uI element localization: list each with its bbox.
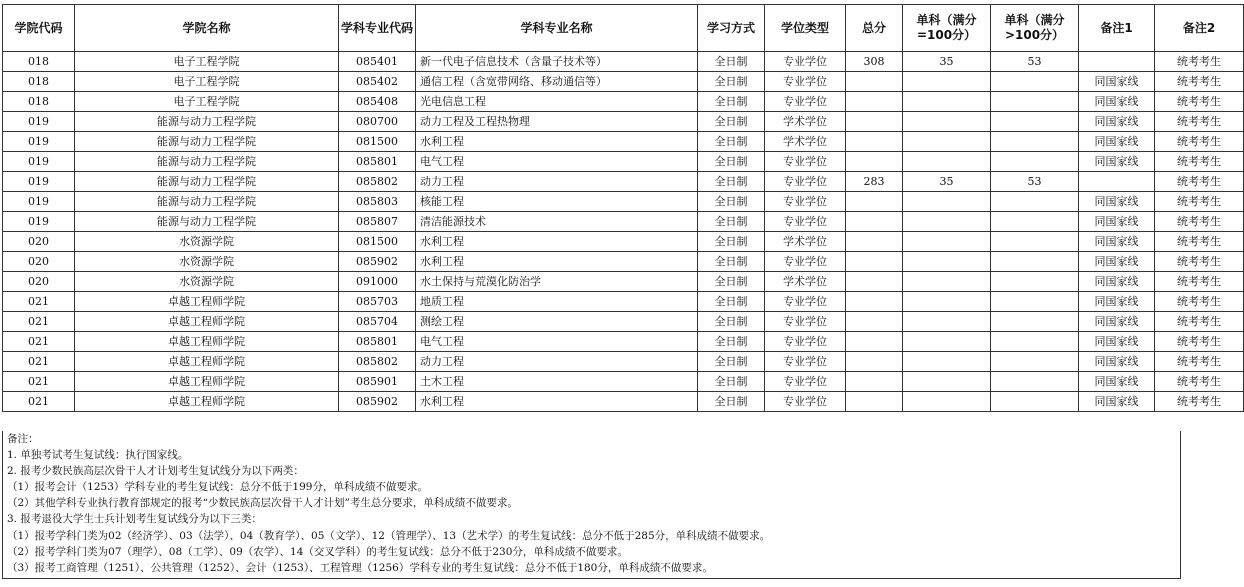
college-code-cell: 019 bbox=[3, 192, 75, 212]
major-code-cell: 085901 bbox=[339, 372, 416, 392]
study-mode-cell: 全日制 bbox=[698, 152, 765, 172]
study-mode-cell: 全日制 bbox=[698, 92, 765, 112]
college-name-cell: 电子工程学院 bbox=[75, 92, 339, 112]
college-code-cell: 020 bbox=[3, 252, 75, 272]
score-table bbox=[2, 4, 1244, 412]
study-mode-cell: 全日制 bbox=[698, 172, 765, 192]
remark-2-cell: 统考考生 bbox=[1155, 212, 1244, 232]
single-over-100-cell bbox=[991, 392, 1079, 412]
table-row bbox=[3, 172, 1244, 192]
single-100-cell bbox=[903, 72, 991, 92]
remark-2-cell: 统考考生 bbox=[1155, 292, 1244, 312]
note-line: （3）报考工商管理（1251）、公共管理（1252）、会计（1253）、工程管理（1256）学科专业的考生复试线：总分不低于180分，单科成绩不做要求。 bbox=[7, 561, 713, 574]
study-mode-cell: 全日制 bbox=[698, 292, 765, 312]
single-over-100-cell bbox=[991, 192, 1079, 212]
single-over-100-cell bbox=[991, 272, 1079, 292]
study-mode-cell: 全日制 bbox=[698, 372, 765, 392]
degree-type-cell: 专业学位 bbox=[765, 172, 846, 192]
college-code-cell: 018 bbox=[3, 52, 75, 72]
major-name-cell: 水利工程 bbox=[416, 232, 698, 252]
header-college-name: 学院名称 bbox=[75, 5, 339, 52]
remark-1-cell: 同国家线 bbox=[1079, 212, 1155, 232]
header-degree-type: 学位类型 bbox=[765, 5, 846, 52]
table-row bbox=[3, 112, 1244, 132]
header-total-score: 总分 bbox=[846, 5, 903, 52]
major-code-cell: 085802 bbox=[339, 172, 416, 192]
major-code-cell: 081500 bbox=[339, 232, 416, 252]
major-name-cell: 电气工程 bbox=[416, 332, 698, 352]
single-100-cell bbox=[903, 372, 991, 392]
note-line: （1）报考学科门类为02（经济学）、03（法学）、04（教育学）、05（文学）、12（管理学）、13（艺术学）的考生复试线：总分不低于285分，单科成绩不做要求。 bbox=[7, 529, 771, 542]
degree-type-cell: 专业学位 bbox=[765, 72, 846, 92]
single-100-cell bbox=[903, 312, 991, 332]
remark-1-cell: 同国家线 bbox=[1079, 72, 1155, 92]
single-over-100-cell bbox=[991, 372, 1079, 392]
single-100-cell bbox=[903, 152, 991, 172]
remark-1-cell: 同国家线 bbox=[1079, 272, 1155, 292]
total-score-cell bbox=[846, 332, 903, 352]
major-name-cell: 电气工程 bbox=[416, 152, 698, 172]
table-row bbox=[3, 332, 1244, 352]
college-code-cell: 018 bbox=[3, 92, 75, 112]
degree-type-cell: 专业学位 bbox=[765, 312, 846, 332]
total-score-cell bbox=[846, 312, 903, 332]
major-code-cell: 080700 bbox=[339, 112, 416, 132]
college-code-cell: 018 bbox=[3, 72, 75, 92]
total-score-cell bbox=[846, 252, 903, 272]
college-name-cell: 水资源学院 bbox=[75, 232, 339, 252]
total-score-cell bbox=[846, 72, 903, 92]
college-name-cell: 能源与动力工程学院 bbox=[75, 212, 339, 232]
remark-1-cell: 同国家线 bbox=[1079, 92, 1155, 112]
college-name-cell: 卓越工程师学院 bbox=[75, 332, 339, 352]
table-row bbox=[3, 252, 1244, 272]
degree-type-cell: 专业学位 bbox=[765, 292, 846, 312]
remark-1-cell: 同国家线 bbox=[1079, 192, 1155, 212]
table-row bbox=[3, 352, 1244, 372]
note-line: 2. 报考少数民族高层次骨干人才计划考生复试线分为以下两类： bbox=[7, 465, 304, 478]
college-code-cell: 021 bbox=[3, 392, 75, 412]
remark-1-cell: 同国家线 bbox=[1079, 252, 1155, 272]
degree-type-cell: 专业学位 bbox=[765, 372, 846, 392]
total-score-cell bbox=[846, 92, 903, 112]
single-100-cell: 35 bbox=[903, 52, 991, 72]
header-major-code: 学科专业代码 bbox=[339, 5, 416, 52]
single-over-100-cell: 53 bbox=[991, 172, 1079, 192]
degree-type-cell: 学术学位 bbox=[765, 232, 846, 252]
remark-1-cell: 同国家线 bbox=[1079, 312, 1155, 332]
major-name-cell: 地质工程 bbox=[416, 292, 698, 312]
single-over-100-cell bbox=[991, 332, 1079, 352]
degree-type-cell: 学术学位 bbox=[765, 272, 846, 292]
study-mode-cell: 全日制 bbox=[698, 192, 765, 212]
header-remark-1: 备注1 bbox=[1079, 5, 1155, 52]
single-over-100-cell bbox=[991, 292, 1079, 312]
college-code-cell: 019 bbox=[3, 212, 75, 232]
single-100-cell bbox=[903, 252, 991, 272]
major-name-cell: 动力工程 bbox=[416, 172, 698, 192]
major-name-cell: 水利工程 bbox=[416, 392, 698, 412]
degree-type-cell: 专业学位 bbox=[765, 352, 846, 372]
header-row bbox=[3, 5, 1244, 52]
total-score-cell bbox=[846, 372, 903, 392]
degree-type-cell: 专业学位 bbox=[765, 52, 846, 72]
remark-2-cell: 统考考生 bbox=[1155, 232, 1244, 252]
degree-type-cell: 专业学位 bbox=[765, 392, 846, 412]
remark-1-cell: 同国家线 bbox=[1079, 132, 1155, 152]
remark-1-cell: 同国家线 bbox=[1079, 332, 1155, 352]
degree-type-cell: 专业学位 bbox=[765, 332, 846, 352]
college-name-cell: 卓越工程师学院 bbox=[75, 312, 339, 332]
table-row bbox=[3, 132, 1244, 152]
remark-2-cell: 统考考生 bbox=[1155, 72, 1244, 92]
remark-1-cell bbox=[1079, 172, 1155, 192]
major-name-cell: 水利工程 bbox=[416, 252, 698, 272]
remark-2-cell: 统考考生 bbox=[1155, 112, 1244, 132]
table-row bbox=[3, 392, 1244, 412]
table-row bbox=[3, 372, 1244, 392]
single-100-cell bbox=[903, 192, 991, 212]
college-name-cell: 卓越工程师学院 bbox=[75, 352, 339, 372]
remark-2-cell: 统考考生 bbox=[1155, 392, 1244, 412]
remark-2-cell: 统考考生 bbox=[1155, 272, 1244, 292]
note-line: （2）其他学科专业执行教育部规定的报考“少数民族高层次骨干人才计划”考生总分要求，单科成绩不做要求。 bbox=[7, 497, 518, 510]
major-name-cell: 测绘工程 bbox=[416, 312, 698, 332]
single-over-100-cell bbox=[991, 312, 1079, 332]
degree-type-cell: 学术学位 bbox=[765, 112, 846, 132]
remark-1-cell: 同国家线 bbox=[1079, 232, 1155, 252]
single-over-100-cell: 53 bbox=[991, 52, 1079, 72]
major-name-cell: 土木工程 bbox=[416, 372, 698, 392]
remark-1-cell: 同国家线 bbox=[1079, 372, 1155, 392]
remark-2-cell: 统考考生 bbox=[1155, 372, 1244, 392]
major-code-cell: 085801 bbox=[339, 152, 416, 172]
college-name-cell: 电子工程学院 bbox=[75, 52, 339, 72]
study-mode-cell: 全日制 bbox=[698, 112, 765, 132]
single-100-cell bbox=[903, 132, 991, 152]
degree-type-cell: 专业学位 bbox=[765, 92, 846, 112]
single-over-100-cell bbox=[991, 252, 1079, 272]
note-line: （1）报考会计（1253）学科专业的考生复试线：总分不低于199分，单科成绩不做要求。 bbox=[7, 481, 428, 494]
table-row bbox=[3, 272, 1244, 292]
study-mode-cell: 全日制 bbox=[698, 232, 765, 252]
college-code-cell: 019 bbox=[3, 172, 75, 192]
remark-1-cell: 同国家线 bbox=[1079, 112, 1155, 132]
remark-2-cell: 统考考生 bbox=[1155, 312, 1244, 332]
college-name-cell: 水资源学院 bbox=[75, 272, 339, 292]
table-row bbox=[3, 52, 1244, 72]
study-mode-cell: 全日制 bbox=[698, 132, 765, 152]
single-100-cell bbox=[903, 92, 991, 112]
single-100-cell bbox=[903, 112, 991, 132]
degree-type-cell: 专业学位 bbox=[765, 152, 846, 172]
table-row bbox=[3, 72, 1244, 92]
single-over-100-cell bbox=[991, 132, 1079, 152]
major-code-cell: 085902 bbox=[339, 392, 416, 412]
note-line: 3. 报考退役大学生士兵计划考生复试线分为以下三类： bbox=[7, 513, 262, 526]
study-mode-cell: 全日制 bbox=[698, 252, 765, 272]
study-mode-cell: 全日制 bbox=[698, 332, 765, 352]
single-100-cell bbox=[903, 232, 991, 252]
remark-2-cell: 统考考生 bbox=[1155, 252, 1244, 272]
major-code-cell: 085802 bbox=[339, 352, 416, 372]
major-name-cell: 光电信息工程 bbox=[416, 92, 698, 112]
college-name-cell: 卓越工程师学院 bbox=[75, 292, 339, 312]
remark-2-cell: 统考考生 bbox=[1155, 152, 1244, 172]
remark-2-cell: 统考考生 bbox=[1155, 132, 1244, 152]
remark-2-cell: 统考考生 bbox=[1155, 352, 1244, 372]
header-single-over-100: 单科（满分>100分） bbox=[991, 5, 1079, 52]
study-mode-cell: 全日制 bbox=[698, 212, 765, 232]
major-code-cell: 085803 bbox=[339, 192, 416, 212]
college-code-cell: 019 bbox=[3, 132, 75, 152]
remark-1-cell: 同国家线 bbox=[1079, 352, 1155, 372]
remark-2-cell: 统考考生 bbox=[1155, 92, 1244, 112]
total-score-cell: 308 bbox=[846, 52, 903, 72]
major-code-cell: 085801 bbox=[339, 332, 416, 352]
total-score-cell bbox=[846, 192, 903, 212]
major-name-cell: 动力工程 bbox=[416, 352, 698, 372]
total-score-cell bbox=[846, 292, 903, 312]
major-code-cell: 085902 bbox=[339, 252, 416, 272]
major-name-cell: 通信工程（含宽带网络、移动通信等） bbox=[416, 72, 698, 92]
major-name-cell: 水土保持与荒漠化防治学 bbox=[416, 272, 698, 292]
single-over-100-cell bbox=[991, 232, 1079, 252]
college-code-cell: 019 bbox=[3, 112, 75, 132]
header-single-100: 单科（满分=100分） bbox=[903, 5, 991, 52]
total-score-cell: 283 bbox=[846, 172, 903, 192]
college-name-cell: 能源与动力工程学院 bbox=[75, 132, 339, 152]
total-score-cell bbox=[846, 272, 903, 292]
major-code-cell: 091000 bbox=[339, 272, 416, 292]
header-remark-2: 备注2 bbox=[1155, 5, 1244, 52]
single-over-100-cell bbox=[991, 212, 1079, 232]
header-college-code: 学院代码 bbox=[3, 5, 75, 52]
single-100-cell: 35 bbox=[903, 172, 991, 192]
remark-1-cell: 同国家线 bbox=[1079, 292, 1155, 312]
single-100-cell bbox=[903, 272, 991, 292]
college-code-cell: 020 bbox=[3, 232, 75, 252]
header-major-name: 学科专业名称 bbox=[416, 5, 698, 52]
college-code-cell: 021 bbox=[3, 372, 75, 392]
remark-2-cell: 统考考生 bbox=[1155, 172, 1244, 192]
major-code-cell: 085402 bbox=[339, 72, 416, 92]
study-mode-cell: 全日制 bbox=[698, 352, 765, 372]
single-100-cell bbox=[903, 352, 991, 372]
single-over-100-cell bbox=[991, 112, 1079, 132]
degree-type-cell: 专业学位 bbox=[765, 192, 846, 212]
major-code-cell: 081500 bbox=[339, 132, 416, 152]
single-100-cell bbox=[903, 212, 991, 232]
note-line: （2）报考学科门类为07（理学）、08（工学）、09（农学）、14（交叉学科）的考生复试线：总分不低于230分，单科成绩不做要求。 bbox=[7, 545, 628, 558]
degree-type-cell: 专业学位 bbox=[765, 212, 846, 232]
college-code-cell: 021 bbox=[3, 312, 75, 332]
total-score-cell bbox=[846, 392, 903, 412]
notes-title: 备注： bbox=[7, 433, 39, 445]
major-name-cell: 水利工程 bbox=[416, 132, 698, 152]
college-code-cell: 021 bbox=[3, 332, 75, 352]
college-code-cell: 021 bbox=[3, 292, 75, 312]
notes-section bbox=[2, 431, 1181, 579]
table-row bbox=[3, 232, 1244, 252]
college-name-cell: 能源与动力工程学院 bbox=[75, 112, 339, 132]
major-name-cell: 清洁能源技术 bbox=[416, 212, 698, 232]
study-mode-cell: 全日制 bbox=[698, 272, 765, 292]
study-mode-cell: 全日制 bbox=[698, 72, 765, 92]
table-row bbox=[3, 292, 1244, 312]
college-code-cell: 021 bbox=[3, 352, 75, 372]
college-name-cell: 能源与动力工程学院 bbox=[75, 192, 339, 212]
study-mode-cell: 全日制 bbox=[698, 312, 765, 332]
header-study-mode: 学习方式 bbox=[698, 5, 765, 52]
total-score-cell bbox=[846, 112, 903, 132]
major-name-cell: 新一代电子信息技术（含量子技术等） bbox=[416, 52, 698, 72]
table-row bbox=[3, 212, 1244, 232]
table-row bbox=[3, 192, 1244, 212]
college-code-cell: 020 bbox=[3, 272, 75, 292]
single-100-cell bbox=[903, 392, 991, 412]
single-over-100-cell bbox=[991, 92, 1079, 112]
college-name-cell: 卓越工程师学院 bbox=[75, 392, 339, 412]
table-row bbox=[3, 312, 1244, 332]
study-mode-cell: 全日制 bbox=[698, 52, 765, 72]
total-score-cell bbox=[846, 132, 903, 152]
total-score-cell bbox=[846, 352, 903, 372]
table-row bbox=[3, 92, 1244, 112]
remark-1-cell: 同国家线 bbox=[1079, 152, 1155, 172]
major-code-cell: 085401 bbox=[339, 52, 416, 72]
major-code-cell: 085807 bbox=[339, 212, 416, 232]
major-name-cell: 动力工程及工程热物理 bbox=[416, 112, 698, 132]
remark-2-cell: 统考考生 bbox=[1155, 192, 1244, 212]
remark-1-cell bbox=[1079, 52, 1155, 72]
college-name-cell: 水资源学院 bbox=[75, 252, 339, 272]
major-code-cell: 085703 bbox=[339, 292, 416, 312]
remark-1-cell: 同国家线 bbox=[1079, 392, 1155, 412]
single-over-100-cell bbox=[991, 352, 1079, 372]
major-name-cell: 核能工程 bbox=[416, 192, 698, 212]
note-line: 1. 单独考试考生复试线：执行国家线。 bbox=[7, 449, 189, 462]
major-code-cell: 085704 bbox=[339, 312, 416, 332]
single-100-cell bbox=[903, 292, 991, 312]
study-mode-cell: 全日制 bbox=[698, 392, 765, 412]
total-score-cell bbox=[846, 152, 903, 172]
college-name-cell: 能源与动力工程学院 bbox=[75, 152, 339, 172]
college-code-cell: 019 bbox=[3, 152, 75, 172]
college-name-cell: 电子工程学院 bbox=[75, 72, 339, 92]
remark-2-cell: 统考考生 bbox=[1155, 332, 1244, 352]
major-code-cell: 085408 bbox=[339, 92, 416, 112]
remark-2-cell: 统考考生 bbox=[1155, 52, 1244, 72]
table-row bbox=[3, 152, 1244, 172]
single-over-100-cell bbox=[991, 152, 1079, 172]
degree-type-cell: 学术学位 bbox=[765, 132, 846, 152]
single-100-cell bbox=[903, 332, 991, 352]
degree-type-cell: 专业学位 bbox=[765, 252, 846, 272]
total-score-cell bbox=[846, 212, 903, 232]
college-name-cell: 能源与动力工程学院 bbox=[75, 172, 339, 192]
total-score-cell bbox=[846, 232, 903, 252]
college-name-cell: 卓越工程师学院 bbox=[75, 372, 339, 392]
single-over-100-cell bbox=[991, 72, 1079, 92]
